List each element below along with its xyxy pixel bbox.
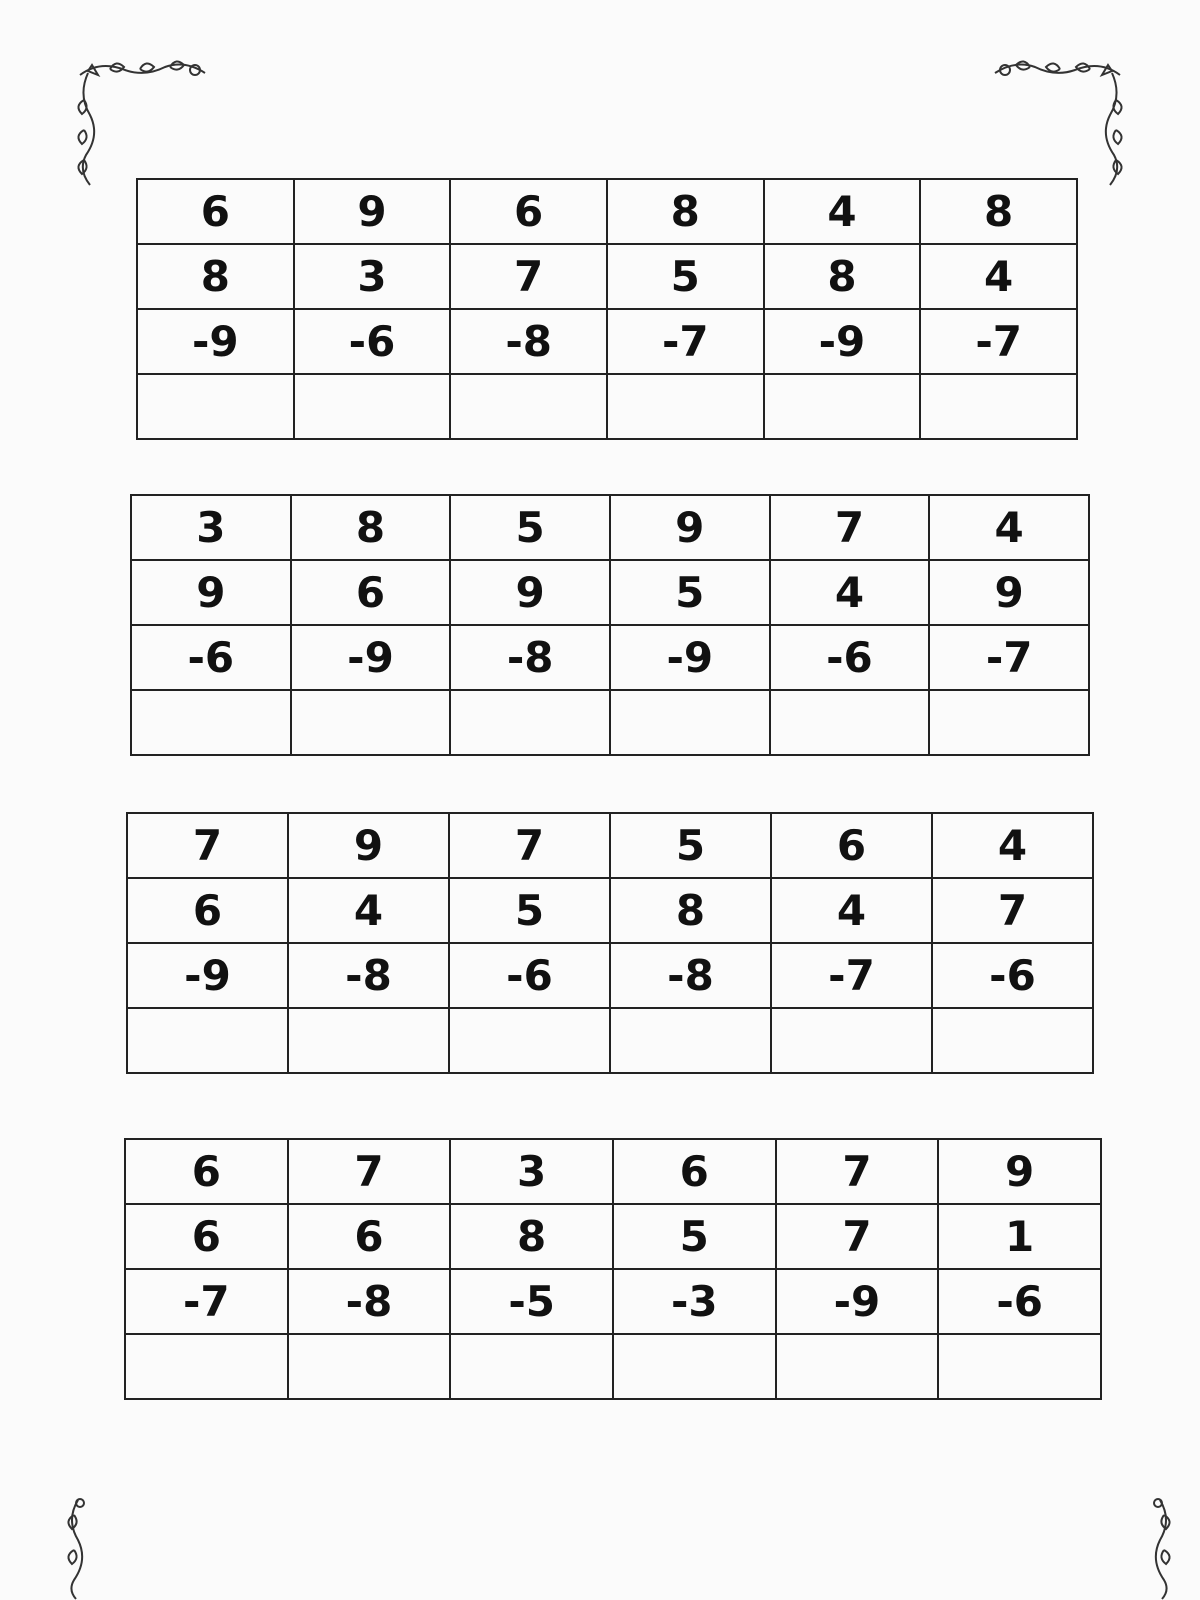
number-cell: -6: [938, 1269, 1101, 1334]
answer-cell[interactable]: [771, 1008, 932, 1073]
table-row: [127, 878, 1093, 943]
table-row: [137, 309, 1077, 374]
table-row: [125, 1139, 1101, 1204]
number-cell: -9: [127, 943, 288, 1008]
answer-cell[interactable]: [125, 1334, 288, 1399]
number-cell: 6: [127, 878, 288, 943]
number-cell: -6: [449, 943, 610, 1008]
answer-cell[interactable]: [610, 690, 770, 755]
answer-row: [125, 1334, 1101, 1399]
number-cell: 7: [449, 813, 610, 878]
number-cell: 8: [764, 244, 921, 309]
number-cell: 6: [450, 179, 607, 244]
worksheet-table-2: [130, 494, 1090, 756]
number-cell: 4: [288, 878, 449, 943]
answer-cell[interactable]: [131, 690, 291, 755]
number-cell: -8: [288, 943, 449, 1008]
answer-row: [131, 690, 1089, 755]
table-row: [125, 1269, 1101, 1334]
number-cell: 3: [450, 1139, 613, 1204]
answer-cell[interactable]: [776, 1334, 939, 1399]
number-cell: 9: [288, 813, 449, 878]
number-cell: 6: [125, 1139, 288, 1204]
number-cell: 9: [929, 560, 1089, 625]
answer-cell[interactable]: [764, 374, 921, 439]
flourish-corner-icon: [70, 55, 220, 195]
flourish-corner-icon: [1140, 1495, 1180, 1600]
number-cell: 1: [938, 1204, 1101, 1269]
number-cell: -6: [932, 943, 1093, 1008]
number-cell: 6: [125, 1204, 288, 1269]
number-cell: 5: [610, 560, 770, 625]
answer-cell[interactable]: [288, 1008, 449, 1073]
number-cell: 8: [450, 1204, 613, 1269]
number-cell: 4: [929, 495, 1089, 560]
number-cell: -6: [770, 625, 930, 690]
number-cell: -9: [764, 309, 921, 374]
number-cell: -7: [771, 943, 932, 1008]
number-cell: 7: [770, 495, 930, 560]
number-cell: -7: [125, 1269, 288, 1334]
answer-cell[interactable]: [610, 1008, 771, 1073]
answer-cell[interactable]: [449, 1008, 610, 1073]
answer-cell[interactable]: [770, 690, 930, 755]
number-cell: 5: [613, 1204, 776, 1269]
number-cell: -7: [920, 309, 1077, 374]
number-cell: 7: [776, 1204, 939, 1269]
answer-cell[interactable]: [938, 1334, 1101, 1399]
number-cell: 4: [764, 179, 921, 244]
number-cell: 4: [932, 813, 1093, 878]
table-row: [131, 625, 1089, 690]
number-cell: 8: [607, 179, 764, 244]
answer-cell[interactable]: [291, 690, 451, 755]
answer-cell[interactable]: [450, 690, 610, 755]
number-cell: 6: [613, 1139, 776, 1204]
number-cell: -8: [288, 1269, 451, 1334]
number-cell: -8: [610, 943, 771, 1008]
number-cell: 3: [131, 495, 291, 560]
number-cell: 5: [607, 244, 764, 309]
number-cell: 4: [920, 244, 1077, 309]
number-cell: 7: [127, 813, 288, 878]
flourish-corner-icon: [980, 55, 1130, 195]
number-cell: -8: [450, 309, 607, 374]
number-cell: -3: [613, 1269, 776, 1334]
worksheet-table-1: [136, 178, 1078, 440]
answer-cell[interactable]: [127, 1008, 288, 1073]
answer-row: [137, 374, 1077, 439]
number-cell: 9: [938, 1139, 1101, 1204]
answer-cell[interactable]: [294, 374, 451, 439]
flourish-corner-icon: [58, 1495, 98, 1600]
number-cell: -9: [610, 625, 770, 690]
worksheet-table-3: [126, 812, 1094, 1074]
number-cell: 7: [288, 1139, 451, 1204]
number-cell: 4: [770, 560, 930, 625]
answer-row: [127, 1008, 1093, 1073]
number-cell: 8: [137, 244, 294, 309]
answer-cell[interactable]: [920, 374, 1077, 439]
number-cell: 6: [771, 813, 932, 878]
answer-cell[interactable]: [450, 374, 607, 439]
answer-cell[interactable]: [607, 374, 764, 439]
number-cell: 3: [294, 244, 451, 309]
table-row: [137, 179, 1077, 244]
table-row: [131, 495, 1089, 560]
number-cell: 9: [610, 495, 770, 560]
number-cell: 8: [291, 495, 451, 560]
number-cell: -8: [450, 625, 610, 690]
answer-cell[interactable]: [137, 374, 294, 439]
table-row: [127, 943, 1093, 1008]
answer-cell[interactable]: [450, 1334, 613, 1399]
number-cell: 7: [776, 1139, 939, 1204]
answer-cell[interactable]: [613, 1334, 776, 1399]
table-row: [127, 813, 1093, 878]
number-cell: 6: [137, 179, 294, 244]
number-cell: 6: [291, 560, 451, 625]
number-cell: 5: [449, 878, 610, 943]
number-cell: 5: [450, 495, 610, 560]
number-cell: -6: [294, 309, 451, 374]
answer-cell[interactable]: [929, 690, 1089, 755]
number-cell: -9: [776, 1269, 939, 1334]
table-row: [125, 1204, 1101, 1269]
answer-cell[interactable]: [288, 1334, 451, 1399]
number-cell: 7: [932, 878, 1093, 943]
worksheet-table-4: [124, 1138, 1102, 1400]
number-cell: 8: [920, 179, 1077, 244]
number-cell: 4: [771, 878, 932, 943]
number-cell: -6: [131, 625, 291, 690]
table-row: [131, 560, 1089, 625]
answer-cell[interactable]: [932, 1008, 1093, 1073]
number-cell: -7: [929, 625, 1089, 690]
table-row: [137, 244, 1077, 309]
number-cell: 7: [450, 244, 607, 309]
number-cell: -9: [291, 625, 451, 690]
number-cell: -9: [137, 309, 294, 374]
number-cell: 8: [610, 878, 771, 943]
number-cell: -5: [450, 1269, 613, 1334]
number-cell: -7: [607, 309, 764, 374]
number-cell: 9: [131, 560, 291, 625]
number-cell: 5: [610, 813, 771, 878]
number-cell: 6: [288, 1204, 451, 1269]
number-cell: 9: [294, 179, 451, 244]
number-cell: 9: [450, 560, 610, 625]
